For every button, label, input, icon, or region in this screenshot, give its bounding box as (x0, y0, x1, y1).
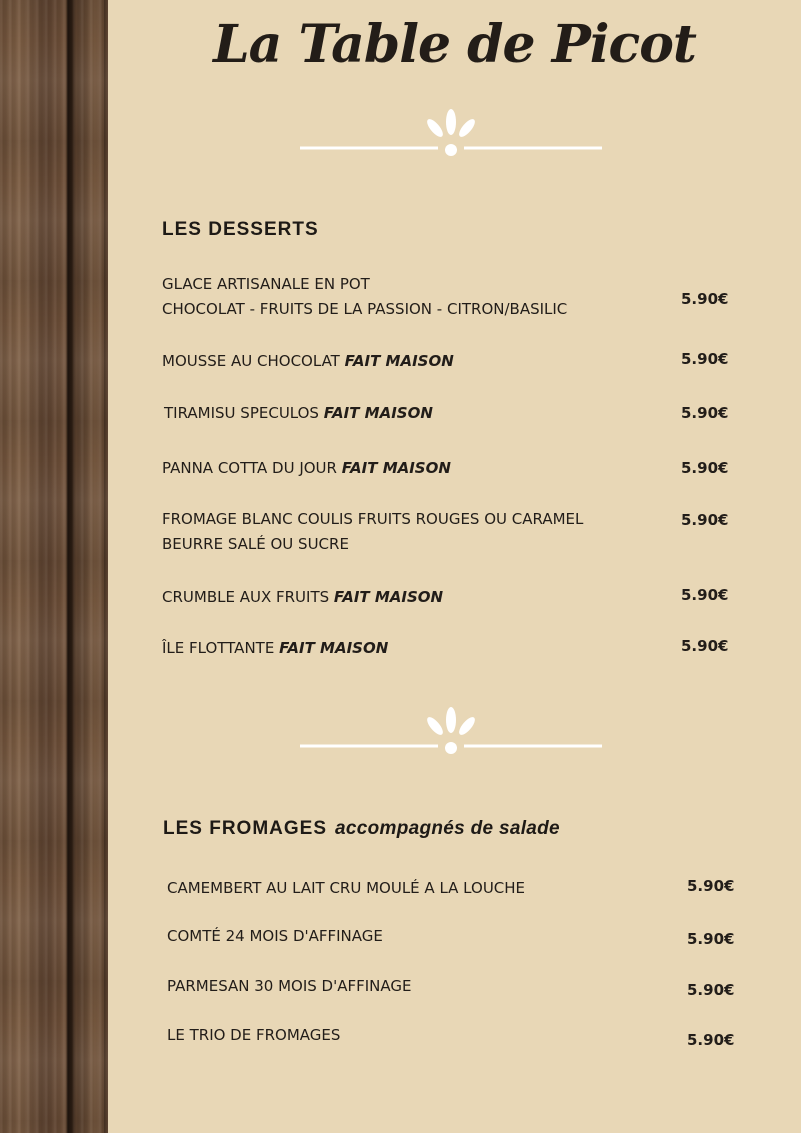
dessert-name: MOUSSE AU CHOCOLAT (162, 352, 345, 370)
dessert-item-glace (162, 272, 662, 322)
wood-panel-edge (104, 0, 108, 1133)
fromage-price: 5.90€ (687, 981, 735, 999)
dessert-item-panna-cotta (162, 456, 662, 481)
dessert-name: GLACE ARTISANALE EN POT (162, 275, 370, 293)
fait-maison-tag: FAIT MAISON (323, 404, 433, 422)
fait-maison-tag: FAIT MAISON (279, 639, 389, 657)
dessert-flavours: CHOCOLAT - FRUITS DE LA PASSION - CITRON/BASILIC (162, 300, 568, 318)
dessert-item-mousse (162, 349, 662, 374)
dessert-price: 5.90€ (681, 511, 729, 529)
dessert-item-fromage-blanc (162, 507, 662, 557)
fromage-item: LE TRIO DE FROMAGES (167, 1026, 341, 1044)
dessert-name: TIRAMISU SPECULOS (164, 404, 324, 422)
fleur-ornament-icon (298, 706, 604, 756)
fromages-subtitle: accompagnés de salade (335, 818, 560, 839)
fait-maison-tag: FAIT MAISON (344, 352, 454, 370)
dessert-price: 5.90€ (681, 404, 729, 422)
dessert-price: 5.90€ (681, 290, 729, 308)
dessert-price: 5.90€ (681, 350, 729, 368)
dessert-price: 5.90€ (681, 637, 729, 655)
fromages-title: LES FROMAGES (163, 818, 328, 839)
restaurant-title: La Table de Picot (213, 14, 696, 75)
dessert-options: BEURRE SALÉ OU SUCRE (162, 535, 349, 553)
dessert-price: 5.90€ (681, 459, 729, 477)
fait-maison-tag: FAIT MAISON (333, 588, 444, 606)
fromage-item: CAMEMBERT AU LAIT CRU MOULÉ A LA LOUCHE (167, 879, 526, 897)
fait-maison-tag: FAIT MAISON (341, 459, 451, 477)
dessert-name: FROMAGE BLANC COULIS FRUITS ROUGES OU CARAMEL (162, 510, 584, 528)
fromage-item: PARMESAN 30 MOIS D'AFFINAGE (167, 977, 412, 995)
dessert-price: 5.90€ (681, 586, 729, 604)
desserts-heading: LES DESSERTS (162, 219, 319, 240)
wood-panel (0, 0, 108, 1133)
fromage-price: 5.90€ (687, 877, 735, 895)
dessert-name: ÎLE FLOTTANTE (162, 639, 280, 657)
dessert-item-crumble (162, 585, 662, 610)
fromage-price: 5.90€ (687, 930, 735, 948)
fleur-ornament-icon (298, 108, 604, 158)
fromage-item: COMTÉ 24 MOIS D'AFFINAGE (167, 927, 383, 945)
fromages-heading (163, 818, 560, 840)
dessert-item-ile-flottante (162, 636, 662, 661)
dessert-name: PANNA COTTA DU JOUR (162, 459, 342, 477)
dessert-name: CRUMBLE AUX FRUITS (162, 588, 334, 606)
fromage-price: 5.90€ (687, 1031, 735, 1049)
dessert-item-tiramisu (164, 401, 664, 426)
